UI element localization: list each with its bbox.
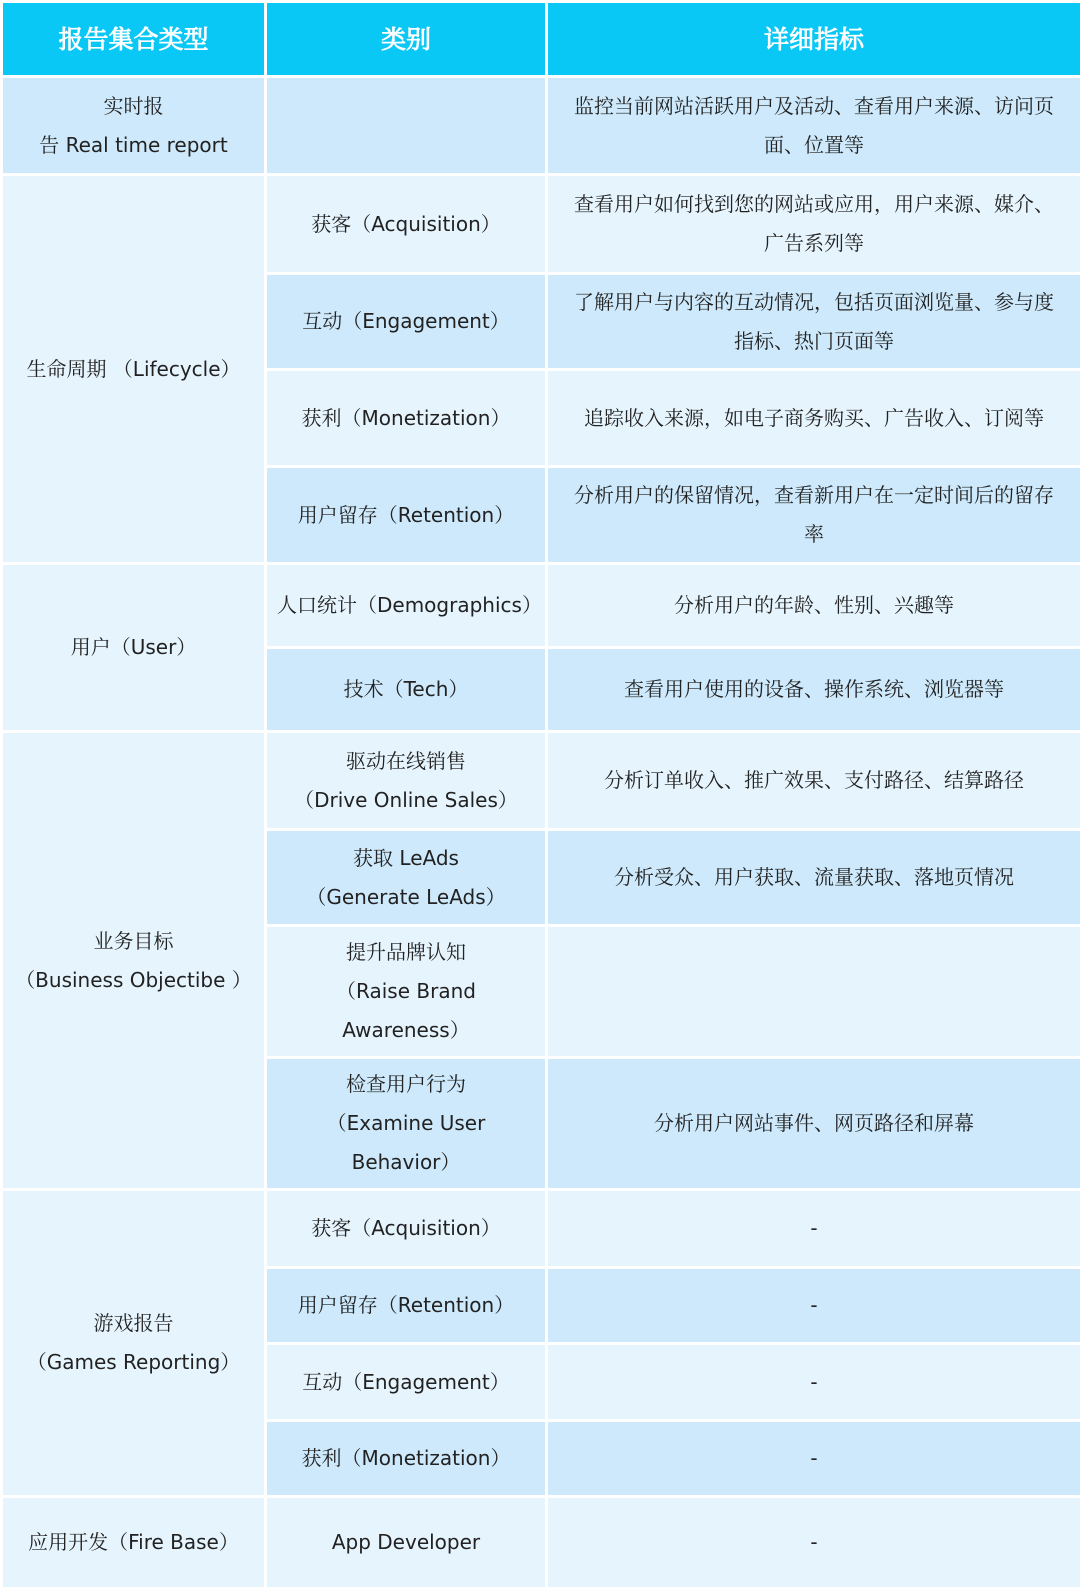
table-header-row — [2, 2, 1080, 77]
header-report-type: 报告集合类型 — [2, 2, 266, 77]
report-type-line: （Games Reporting） — [15, 1343, 252, 1382]
category-cell — [266, 732, 547, 830]
report-type-games — [2, 1190, 266, 1497]
report-type-firebase: 应用开发（Fire Base） — [2, 1497, 266, 1589]
detail-cell: - — [547, 1497, 1080, 1589]
category-line: 检查用户行为 — [277, 1065, 535, 1104]
header-category: 类别 — [266, 2, 547, 77]
category-cell — [266, 830, 547, 926]
report-type-business — [2, 732, 266, 1190]
category-cell: 获利（Monetization） — [266, 370, 547, 467]
detail-cell: - — [547, 1190, 1080, 1268]
category-cell — [266, 77, 547, 175]
report-type-line: 游戏报告 — [15, 1304, 252, 1343]
table-row — [2, 564, 1080, 648]
category-line: 驱动在线销售 — [277, 742, 535, 781]
detail-cell: 了解用户与内容的互动情况，包括页面浏览量、参与度指标、热门页面等 — [547, 274, 1080, 370]
category-cell: 用户留存（Retention） — [266, 467, 547, 564]
category-cell: 技术（Tech） — [266, 648, 547, 732]
header-details: 详细指标 — [547, 2, 1080, 77]
category-line: 获取 LeAds — [277, 839, 535, 878]
category-cell: 用户留存（Retention） — [266, 1268, 547, 1344]
category-cell — [266, 926, 547, 1058]
report-type-user: 用户（User） — [2, 564, 266, 732]
category-cell: 获利（Monetization） — [266, 1421, 547, 1497]
category-line: （Raise Brand Awareness） — [277, 972, 535, 1050]
category-cell: 互动（Engagement） — [266, 274, 547, 370]
detail-cell: 分析用户网站事件、网页路径和屏幕 — [547, 1058, 1080, 1190]
category-cell: 人口统计（Demographics） — [266, 564, 547, 648]
category-cell: 互动（Engagement） — [266, 1344, 547, 1421]
detail-cell: 查看用户使用的设备、操作系统、浏览器等 — [547, 648, 1080, 732]
detail-cell: 分析订单收入、推广效果、支付路径、结算路径 — [547, 732, 1080, 830]
report-type-line: （Business Objectibe ） — [15, 961, 252, 1000]
category-line: （Generate LeAds） — [277, 878, 535, 917]
table-row — [2, 1190, 1080, 1268]
detail-cell: 分析受众、用户获取、流量获取、落地页情况 — [547, 830, 1080, 926]
detail-cell: 追踪收入来源，如电子商务购买、广告收入、订阅等 — [547, 370, 1080, 467]
category-line: （Drive Online Sales） — [277, 781, 535, 820]
category-cell — [266, 1058, 547, 1190]
category-cell: 获客（Acquisition） — [266, 1190, 547, 1268]
detail-cell: - — [547, 1344, 1080, 1421]
table-row — [2, 1497, 1080, 1589]
category-line: 提升品牌认知 — [277, 933, 535, 972]
category-cell: 获客（Acquisition） — [266, 175, 547, 274]
category-cell: App Developer — [266, 1497, 547, 1589]
detail-cell: - — [547, 1268, 1080, 1344]
report-type-realtime — [2, 77, 266, 175]
category-line: （Examine User Behavior） — [277, 1104, 535, 1182]
table-row — [2, 732, 1080, 830]
table-row — [2, 175, 1080, 274]
detail-cell: 监控当前网站活跃用户及活动、查看用户来源、访问页面、位置等 — [547, 77, 1080, 175]
report-type-line: 告 Real time report — [15, 126, 252, 165]
detail-cell: 分析用户的年龄、性别、兴趣等 — [547, 564, 1080, 648]
detail-cell: 查看用户如何找到您的网站或应用，用户来源、媒介、广告系列等 — [547, 175, 1080, 274]
detail-cell: 分析用户的保留情况，查看新用户在一定时间后的留存率 — [547, 467, 1080, 564]
detail-cell — [547, 926, 1080, 1058]
table-row — [2, 77, 1080, 175]
report-type-lifecycle: 生命周期 （Lifecycle） — [2, 175, 266, 564]
report-type-line: 业务目标 — [15, 922, 252, 961]
detail-cell: - — [547, 1421, 1080, 1497]
report-type-line: 实时报 — [15, 87, 252, 126]
